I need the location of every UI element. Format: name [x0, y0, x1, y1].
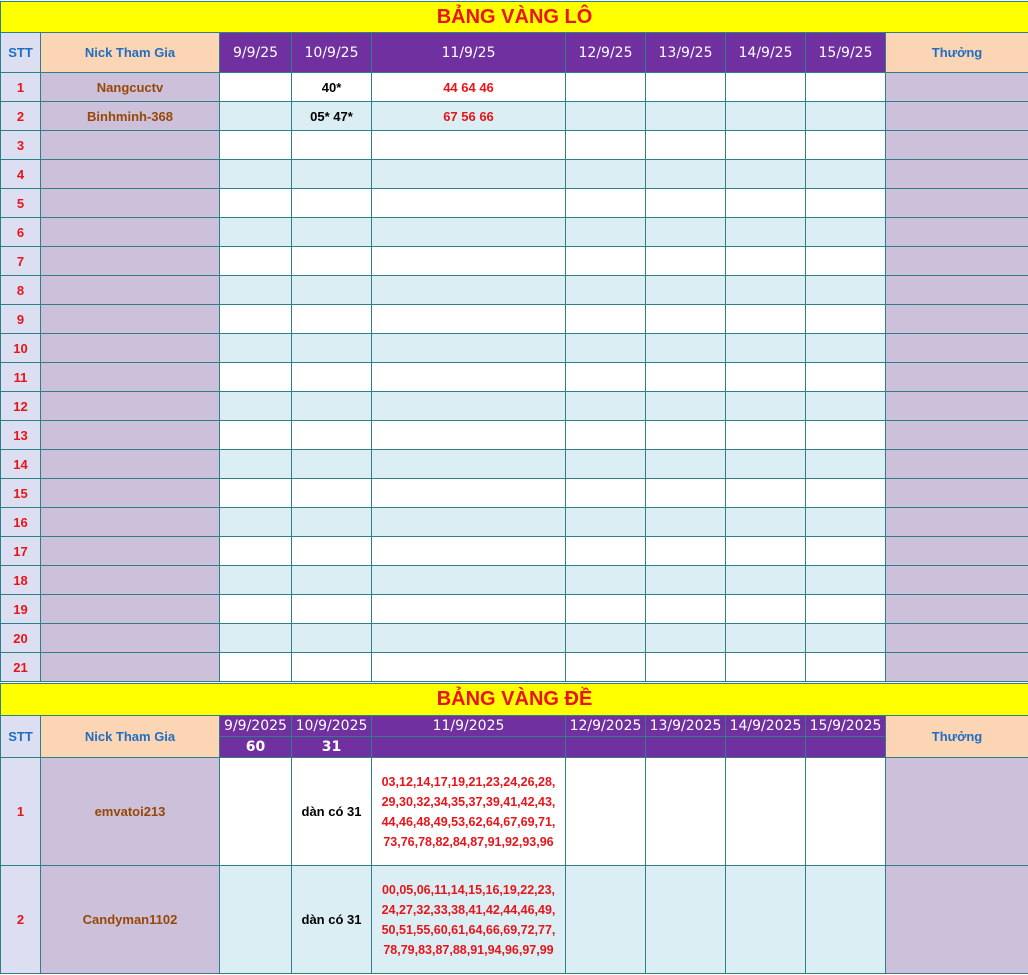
lo-cell-stt[interactable]: 12: [1, 392, 41, 421]
lo-header-date[interactable]: 11/9/25: [372, 33, 566, 73]
lo-cell-date[interactable]: [646, 508, 726, 537]
lo-cell-date[interactable]: [646, 421, 726, 450]
lo-cell-stt[interactable]: 17: [1, 537, 41, 566]
lo-cell-nick[interactable]: Nangcuctv: [41, 73, 220, 102]
lo-cell-date[interactable]: [806, 276, 886, 305]
lo-row: [1, 508, 1028, 537]
de-cell-thuong[interactable]: [886, 866, 1028, 974]
lo-cell-date[interactable]: [726, 595, 806, 624]
lo-header-date[interactable]: 13/9/25: [646, 33, 726, 73]
lo-cell-date[interactable]: [372, 276, 566, 305]
lo-row: [1, 160, 1028, 189]
lo-cell-stt[interactable]: 16: [1, 508, 41, 537]
lo-cell-date[interactable]: [726, 131, 806, 160]
lo-cell-date[interactable]: [372, 363, 566, 392]
lo-cell-date[interactable]: [646, 247, 726, 276]
lo-row: [1, 189, 1028, 218]
lo-cell-date[interactable]: [806, 566, 886, 595]
lo-cell-date[interactable]: [372, 537, 566, 566]
lo-cell-date[interactable]: [220, 218, 292, 247]
lo-cell-date[interactable]: [806, 537, 886, 566]
de-header-date[interactable]: 14/9/2025: [726, 716, 806, 737]
de-body: [1, 758, 1028, 974]
lo-cell-date[interactable]: [806, 247, 886, 276]
de-result[interactable]: [566, 737, 646, 758]
lo-cell-nick[interactable]: [41, 479, 220, 508]
lo-cell-stt[interactable]: 18: [1, 566, 41, 595]
lo-cell-date[interactable]: [726, 450, 806, 479]
de-number-line: 78,79,83,87,88,91,94,96,97,99: [383, 942, 554, 957]
lo-cell-date[interactable]: [646, 653, 726, 682]
lo-cell-thuong[interactable]: [886, 102, 1028, 131]
lo-cell-date[interactable]: [372, 189, 566, 218]
lo-cell-date[interactable]: [726, 624, 806, 653]
lo-cell-date[interactable]: [372, 421, 566, 450]
lo-cell-date[interactable]: [726, 421, 806, 450]
lo-cell-date[interactable]: [726, 334, 806, 363]
lo-cell-date[interactable]: [806, 334, 886, 363]
lo-cell-date[interactable]: [726, 392, 806, 421]
de-table: [0, 683, 1028, 974]
lo-cell-date[interactable]: [806, 595, 886, 624]
lo-cell-thuong[interactable]: [886, 276, 1028, 305]
lo-cell-date[interactable]: [566, 305, 646, 334]
lo-cell-date[interactable]: [372, 392, 566, 421]
de-cell-numbers[interactable]: [372, 866, 566, 974]
lo-cell-nick[interactable]: [41, 189, 220, 218]
lo-cell-nick[interactable]: [41, 131, 220, 160]
lo-row: [1, 276, 1028, 305]
lo-cell-nick[interactable]: [41, 595, 220, 624]
de-number-line: 44,46,48,49,53,62,64,67,69,71,: [381, 814, 556, 829]
lo-cell-nick[interactable]: [41, 334, 220, 363]
lo-cell-thuong[interactable]: [886, 595, 1028, 624]
lo-cell-date[interactable]: [646, 218, 726, 247]
lo-cell-nick[interactable]: [41, 276, 220, 305]
lo-cell-date[interactable]: [292, 160, 372, 189]
lo-cell-date[interactable]: [646, 392, 726, 421]
lo-cell-nick[interactable]: [41, 624, 220, 653]
lo-cell-nick[interactable]: [41, 653, 220, 682]
lo-header-date[interactable]: 15/9/25: [806, 33, 886, 73]
lo-cell-stt[interactable]: 3: [1, 131, 41, 160]
lo-cell-date[interactable]: [220, 595, 292, 624]
de-row: [1, 866, 1028, 974]
de-cell-thuong[interactable]: [886, 758, 1028, 866]
lo-cell-stt[interactable]: 5: [1, 189, 41, 218]
lo-row: [1, 566, 1028, 595]
de-header-date[interactable]: 13/9/2025: [646, 716, 726, 737]
lo-cell-date[interactable]: [292, 653, 372, 682]
lo-row: [1, 392, 1028, 421]
lo-cell-thuong[interactable]: [886, 247, 1028, 276]
lo-cell-stt[interactable]: 9: [1, 305, 41, 334]
lo-cell-date[interactable]: [566, 537, 646, 566]
de-row: [1, 758, 1028, 866]
lo-cell-date[interactable]: [566, 624, 646, 653]
lo-cell-date[interactable]: [292, 479, 372, 508]
lo-cell-date[interactable]: [646, 450, 726, 479]
de-header-date[interactable]: 11/9/2025: [372, 716, 566, 737]
lo-cell-stt[interactable]: 4: [1, 160, 41, 189]
lo-cell-stt[interactable]: 19: [1, 595, 41, 624]
de-header-thuong[interactable]: Thưởng: [886, 716, 1028, 758]
lo-cell-stt[interactable]: 7: [1, 247, 41, 276]
lo-row: [1, 450, 1028, 479]
lo-cell-thuong[interactable]: [886, 566, 1028, 595]
lo-cell-nick[interactable]: [41, 508, 220, 537]
lo-cell-thuong[interactable]: [886, 305, 1028, 334]
de-cell-date[interactable]: [646, 758, 726, 866]
lo-cell-date[interactable]: [292, 247, 372, 276]
lo-cell-thuong[interactable]: [886, 189, 1028, 218]
lo-cell-date[interactable]: [372, 595, 566, 624]
lo-cell-date[interactable]: [726, 566, 806, 595]
lo-body: [1, 73, 1028, 682]
de-result[interactable]: 31: [292, 737, 372, 758]
lo-cell-thuong[interactable]: [886, 653, 1028, 682]
lo-cell-stt[interactable]: 6: [1, 218, 41, 247]
lo-cell-nick[interactable]: [41, 537, 220, 566]
lo-cell-date[interactable]: [372, 479, 566, 508]
lo-cell-date[interactable]: [726, 363, 806, 392]
lo-cell-thuong[interactable]: [886, 363, 1028, 392]
lo-cell-thuong[interactable]: [886, 479, 1028, 508]
lo-cell-thuong[interactable]: [886, 421, 1028, 450]
lo-header-nick[interactable]: Nick Tham Gia: [41, 33, 220, 73]
lo-row: [1, 247, 1028, 276]
lo-cell-date[interactable]: [292, 276, 372, 305]
lo-cell-date[interactable]: [726, 508, 806, 537]
lo-cell-stt[interactable]: 15: [1, 479, 41, 508]
lo-cell-date[interactable]: [220, 392, 292, 421]
lo-cell-date[interactable]: [646, 537, 726, 566]
lo-row: [1, 102, 1028, 131]
lo-row: [1, 653, 1028, 682]
de-header-date[interactable]: 9/9/2025: [220, 716, 292, 737]
lo-cell-date[interactable]: [566, 189, 646, 218]
lo-cell-date[interactable]: [292, 508, 372, 537]
lo-cell-date[interactable]: [292, 131, 372, 160]
lo-cell-date[interactable]: [806, 653, 886, 682]
lo-cell-date[interactable]: [566, 392, 646, 421]
de-cell-date[interactable]: [220, 758, 292, 866]
lo-cell-date[interactable]: [292, 450, 372, 479]
lo-header-date[interactable]: 14/9/25: [726, 33, 806, 73]
lo-row: [1, 421, 1028, 450]
lo-cell-date[interactable]: [292, 392, 372, 421]
lo-cell-thuong[interactable]: [886, 160, 1028, 189]
de-header-date[interactable]: 15/9/2025: [806, 716, 886, 737]
lo-cell-thuong[interactable]: [886, 73, 1028, 102]
lo-cell-date[interactable]: [220, 247, 292, 276]
lo-cell-date[interactable]: [806, 160, 886, 189]
lo-cell-stt[interactable]: 10: [1, 334, 41, 363]
lo-cell-nick[interactable]: [41, 218, 220, 247]
lo-cell-stt[interactable]: 1: [1, 73, 41, 102]
lo-cell-date[interactable]: [372, 305, 566, 334]
lo-cell-date[interactable]: [220, 479, 292, 508]
lo-cell-date[interactable]: [646, 479, 726, 508]
lo-cell-date[interactable]: [646, 334, 726, 363]
lo-cell-date[interactable]: [726, 189, 806, 218]
lo-cell-date[interactable]: [726, 218, 806, 247]
lo-row: [1, 363, 1028, 392]
lo-cell-date[interactable]: [292, 595, 372, 624]
lo-header-stt[interactable]: STT: [1, 33, 41, 73]
lo-row: [1, 334, 1028, 363]
de-title: BẢNG VÀNG ĐỀ: [1, 684, 1028, 716]
lo-cell-nick[interactable]: [41, 421, 220, 450]
lo-cell-date[interactable]: [806, 450, 886, 479]
lo-cell-date[interactable]: [372, 131, 566, 160]
lo-cell-date[interactable]: [372, 160, 566, 189]
lo-cell-thuong[interactable]: [886, 392, 1028, 421]
lo-cell-thuong[interactable]: [886, 131, 1028, 160]
lo-row: [1, 595, 1028, 624]
lo-cell-date[interactable]: [646, 624, 726, 653]
lo-cell-date[interactable]: [806, 392, 886, 421]
lo-cell-date[interactable]: [726, 537, 806, 566]
lo-cell-date[interactable]: [566, 247, 646, 276]
lo-cell-date[interactable]: [646, 305, 726, 334]
lo-cell-date[interactable]: [292, 218, 372, 247]
lo-title: BẢNG VÀNG LÔ: [1, 2, 1028, 33]
lo-cell-date[interactable]: [372, 247, 566, 276]
de-number-line: 29,30,32,34,35,37,39,41,42,43,: [381, 794, 556, 809]
lo-cell-nick[interactable]: Binhminh-368: [41, 102, 220, 131]
lo-cell-date[interactable]: [292, 421, 372, 450]
de-result[interactable]: [646, 737, 726, 758]
lo-cell-date[interactable]: [566, 131, 646, 160]
lo-cell-date[interactable]: [646, 566, 726, 595]
lo-cell-date[interactable]: [806, 218, 886, 247]
de-cell-date[interactable]: [566, 866, 646, 974]
lo-cell-date[interactable]: [220, 160, 292, 189]
lo-cell-nick[interactable]: [41, 305, 220, 334]
lo-cell-date[interactable]: [220, 276, 292, 305]
lo-header-thuong[interactable]: Thưởng: [886, 33, 1028, 73]
lo-cell-date[interactable]: [806, 131, 886, 160]
de-cell-nick[interactable]: emvatoi213: [41, 758, 220, 866]
lo-cell-date[interactable]: [220, 131, 292, 160]
lo-cell-date[interactable]: [292, 189, 372, 218]
lo-cell-date[interactable]: [220, 73, 292, 102]
lo-cell-date[interactable]: 44 64 46: [372, 73, 566, 102]
lo-cell-date[interactable]: [292, 537, 372, 566]
lo-cell-date[interactable]: [372, 624, 566, 653]
de-cell-stt[interactable]: 2: [1, 866, 41, 974]
lo-cell-nick[interactable]: [41, 363, 220, 392]
de-header-stt[interactable]: STT: [1, 716, 41, 758]
lo-cell-date[interactable]: [646, 102, 726, 131]
lo-cell-date[interactable]: [646, 73, 726, 102]
lo-cell-date[interactable]: [806, 421, 886, 450]
lo-cell-date[interactable]: [806, 102, 886, 131]
lo-cell-date[interactable]: 05* 47*: [292, 102, 372, 131]
de-cell-date[interactable]: [806, 866, 886, 974]
lo-cell-date[interactable]: [646, 595, 726, 624]
lo-header-date[interactable]: 9/9/25: [220, 33, 292, 73]
lo-cell-date[interactable]: [220, 624, 292, 653]
lo-cell-stt[interactable]: 2: [1, 102, 41, 131]
lo-cell-date[interactable]: [566, 334, 646, 363]
de-header-nick[interactable]: Nick Tham Gia: [41, 716, 220, 758]
lo-row: [1, 624, 1028, 653]
de-number-line: 50,51,55,60,61,64,66,69,72,77,: [381, 922, 556, 937]
de-cell-date[interactable]: dàn có 31: [292, 866, 372, 974]
lo-cell-date[interactable]: [566, 363, 646, 392]
lo-cell-date[interactable]: [292, 363, 372, 392]
lo-row: [1, 73, 1028, 102]
de-number-line: 00,05,06,11,14,15,16,19,22,23,: [381, 882, 556, 897]
lo-cell-date[interactable]: [646, 189, 726, 218]
de-result[interactable]: [726, 737, 806, 758]
lo-cell-date[interactable]: [220, 421, 292, 450]
lo-cell-date[interactable]: [220, 653, 292, 682]
de-result[interactable]: [372, 737, 566, 758]
lo-cell-date[interactable]: 40*: [292, 73, 372, 102]
lo-table: [0, 1, 1028, 682]
lo-cell-date[interactable]: [566, 653, 646, 682]
lo-cell-nick[interactable]: [41, 450, 220, 479]
lo-cell-date[interactable]: [566, 160, 646, 189]
lo-cell-date[interactable]: [372, 450, 566, 479]
lo-cell-date[interactable]: [726, 305, 806, 334]
lo-cell-date[interactable]: [726, 73, 806, 102]
lo-row: [1, 479, 1028, 508]
lo-cell-stt[interactable]: 21: [1, 653, 41, 682]
lo-cell-date[interactable]: [566, 73, 646, 102]
lo-cell-stt[interactable]: 11: [1, 363, 41, 392]
lo-header-date[interactable]: 12/9/25: [566, 33, 646, 73]
de-header-date[interactable]: 10/9/2025: [292, 716, 372, 737]
lo-cell-date[interactable]: [220, 363, 292, 392]
de-cell-date[interactable]: dàn có 31: [292, 758, 372, 866]
lo-cell-date[interactable]: 67 56 66: [372, 102, 566, 131]
lo-cell-date[interactable]: [726, 479, 806, 508]
lo-cell-date[interactable]: [646, 160, 726, 189]
lo-cell-date[interactable]: [806, 189, 886, 218]
lo-cell-nick[interactable]: [41, 160, 220, 189]
de-cell-numbers[interactable]: [372, 758, 566, 866]
lo-cell-date[interactable]: [646, 131, 726, 160]
lo-cell-date[interactable]: [726, 276, 806, 305]
lo-row: [1, 305, 1028, 334]
lo-cell-nick[interactable]: [41, 247, 220, 276]
de-number-line: 24,27,32,33,38,41,42,44,46,49,: [381, 902, 556, 917]
de-cell-date[interactable]: [646, 866, 726, 974]
lo-cell-stt[interactable]: 20: [1, 624, 41, 653]
lo-cell-date[interactable]: [220, 102, 292, 131]
lo-cell-date[interactable]: [566, 218, 646, 247]
lo-cell-date[interactable]: [806, 624, 886, 653]
lo-cell-thuong[interactable]: [886, 218, 1028, 247]
lo-cell-date[interactable]: [566, 102, 646, 131]
lo-cell-stt[interactable]: 14: [1, 450, 41, 479]
lo-row: [1, 218, 1028, 247]
de-cell-date[interactable]: [566, 758, 646, 866]
lo-cell-date[interactable]: [292, 334, 372, 363]
lo-cell-date[interactable]: [806, 73, 886, 102]
lo-cell-date[interactable]: [806, 363, 886, 392]
de-cell-stt[interactable]: 1: [1, 758, 41, 866]
lo-cell-date[interactable]: [566, 508, 646, 537]
lo-cell-date[interactable]: [292, 624, 372, 653]
lo-cell-date[interactable]: [220, 450, 292, 479]
lo-cell-stt[interactable]: 8: [1, 276, 41, 305]
lo-cell-date[interactable]: [566, 479, 646, 508]
lo-cell-date[interactable]: [726, 653, 806, 682]
lo-cell-date[interactable]: [566, 421, 646, 450]
lo-cell-date[interactable]: [292, 305, 372, 334]
lo-cell-date[interactable]: [726, 247, 806, 276]
lo-cell-date[interactable]: [806, 508, 886, 537]
lo-cell-thuong[interactable]: [886, 624, 1028, 653]
lo-header-date[interactable]: 10/9/25: [292, 33, 372, 73]
de-cell-nick[interactable]: Candyman1102: [41, 866, 220, 974]
de-cell-date[interactable]: [726, 758, 806, 866]
lo-cell-date[interactable]: [566, 566, 646, 595]
lo-cell-date[interactable]: [372, 218, 566, 247]
lo-cell-date[interactable]: [372, 508, 566, 537]
lo-cell-date[interactable]: [220, 566, 292, 595]
lo-row: [1, 131, 1028, 160]
lo-cell-thuong[interactable]: [886, 537, 1028, 566]
de-number-line: 73,76,78,82,84,87,91,92,93,96: [383, 834, 554, 849]
lo-cell-stt[interactable]: 13: [1, 421, 41, 450]
de-result[interactable]: [806, 737, 886, 758]
lo-cell-date[interactable]: [726, 160, 806, 189]
de-cell-date[interactable]: [726, 866, 806, 974]
lo-cell-date[interactable]: [220, 305, 292, 334]
lo-cell-date[interactable]: [806, 305, 886, 334]
lo-cell-date[interactable]: [726, 102, 806, 131]
lo-cell-date[interactable]: [372, 334, 566, 363]
lo-cell-date[interactable]: [566, 450, 646, 479]
de-result[interactable]: 60: [220, 737, 292, 758]
lo-cell-nick[interactable]: [41, 392, 220, 421]
de-number-line: 03,12,14,17,19,21,23,24,26,28,: [381, 774, 556, 789]
lo-cell-date[interactable]: [220, 189, 292, 218]
lo-cell-date[interactable]: [372, 653, 566, 682]
lo-cell-date[interactable]: [566, 276, 646, 305]
lo-cell-date[interactable]: [220, 334, 292, 363]
de-header-date[interactable]: 12/9/2025: [566, 716, 646, 737]
lo-cell-date[interactable]: [220, 508, 292, 537]
lo-cell-date[interactable]: [372, 566, 566, 595]
lo-cell-thuong[interactable]: [886, 334, 1028, 363]
de-cell-date[interactable]: [220, 866, 292, 974]
lo-row: [1, 537, 1028, 566]
lo-cell-date[interactable]: [292, 566, 372, 595]
de-cell-date[interactable]: [806, 758, 886, 866]
lo-cell-date[interactable]: [566, 595, 646, 624]
lo-cell-date[interactable]: [646, 276, 726, 305]
lo-cell-thuong[interactable]: [886, 450, 1028, 479]
lo-cell-thuong[interactable]: [886, 508, 1028, 537]
lo-cell-nick[interactable]: [41, 566, 220, 595]
lo-cell-date[interactable]: [220, 537, 292, 566]
lo-cell-date[interactable]: [646, 363, 726, 392]
lo-cell-date[interactable]: [806, 479, 886, 508]
